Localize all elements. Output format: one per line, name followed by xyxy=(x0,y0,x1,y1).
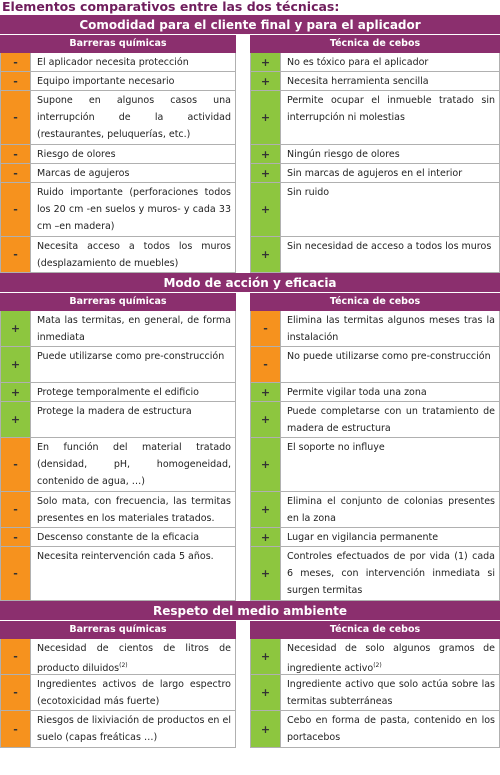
plus-sign: + xyxy=(0,311,30,347)
column-gap xyxy=(236,547,250,601)
plus-sign: + xyxy=(250,164,280,183)
bait-technique-cell xyxy=(250,711,500,748)
chemical-barriers-cell xyxy=(0,438,236,492)
table-row xyxy=(0,347,500,383)
bait-technique-cell xyxy=(250,547,500,601)
column-header-bait-technique: Técnica de cebos xyxy=(250,35,500,53)
row-text: No puede utilizarse como pre-construcción xyxy=(280,347,500,383)
chemical-barriers-cell xyxy=(0,383,236,402)
table-row xyxy=(0,675,500,711)
chemical-barriers-cell xyxy=(0,145,236,164)
minus-sign: - xyxy=(0,675,30,711)
row-text: No es tóxico para el aplicador xyxy=(280,53,500,72)
plus-sign: + xyxy=(250,91,280,145)
minus-sign: - xyxy=(0,237,30,273)
column-gap xyxy=(236,72,250,91)
row-text: Descenso constante de la eficacia xyxy=(30,528,236,547)
column-gap xyxy=(236,621,250,639)
row-text: Protege temporalmente el edificio xyxy=(30,383,236,402)
bait-technique-cell xyxy=(250,311,500,347)
table-row xyxy=(0,402,500,438)
row-text: Lugar en vigilancia permanente xyxy=(280,528,500,547)
row-text: Mata las termitas, en general, de forma inmediata xyxy=(30,311,236,347)
row-text: Puede completarse con un tratamiento de madera de estructura xyxy=(280,402,500,438)
plus-sign: + xyxy=(250,183,280,237)
row-text: Ningún riesgo de olores xyxy=(280,145,500,164)
plus-sign: + xyxy=(250,72,280,91)
row-text: Necesita acceso a todos los muros (desplazamiento de muebles) xyxy=(30,237,236,273)
row-text: Riesgo de olores xyxy=(30,145,236,164)
row-text: En función del material tratado (densidad, pH, homogeneidad, contenido de agua, …) xyxy=(30,438,236,492)
bait-technique-cell xyxy=(250,53,500,72)
bait-technique-cell xyxy=(250,347,500,383)
column-gap xyxy=(236,675,250,711)
bait-technique-cell xyxy=(250,438,500,492)
table-row xyxy=(0,438,500,492)
column-gap xyxy=(236,293,250,311)
column-gap xyxy=(236,311,250,347)
column-gap xyxy=(236,183,250,237)
column-gap xyxy=(236,711,250,748)
minus-sign: - xyxy=(0,639,30,675)
table-row xyxy=(0,72,500,91)
footnote-ref: (2) xyxy=(119,662,128,669)
minus-sign: - xyxy=(0,91,30,145)
chemical-barriers-cell xyxy=(0,183,236,237)
column-gap xyxy=(236,347,250,383)
row-text: El aplicador necesita protección xyxy=(30,53,236,72)
table-row xyxy=(0,91,500,145)
row-text: Riesgos de lixiviación de productos en el suelo (capas freáticas …) xyxy=(30,711,236,748)
column-headers xyxy=(0,35,500,53)
column-gap xyxy=(236,528,250,547)
row-text: Necesidad de solo algunos gramos de ingrediente activo$^{(2)}$ xyxy=(280,639,500,675)
table-row xyxy=(0,711,500,748)
column-gap xyxy=(236,53,250,72)
minus-sign: - xyxy=(0,492,30,528)
row-text: Elimina las termitas algunos meses tras la instalación xyxy=(280,311,500,347)
row-text: Permite vigilar toda una zona xyxy=(280,383,500,402)
plus-sign: + xyxy=(250,383,280,402)
row-text: Protege la madera de estructura xyxy=(30,402,236,438)
plus-sign: + xyxy=(0,383,30,402)
column-gap xyxy=(236,35,250,53)
bait-technique-cell xyxy=(250,383,500,402)
section-header: Respeto del medio ambiente xyxy=(0,601,500,621)
row-text: Permite ocupar el inmueble tratado sin interrupción ni molestias xyxy=(280,91,500,145)
row-text: Solo mata, con frecuencia, las termitas presentes en los materiales tratados. xyxy=(30,492,236,528)
plus-sign: + xyxy=(250,438,280,492)
chemical-barriers-cell xyxy=(0,528,236,547)
column-gap xyxy=(236,164,250,183)
chemical-barriers-cell xyxy=(0,402,236,438)
plus-sign: + xyxy=(250,237,280,273)
row-text: Puede utilizarse como pre-construcción xyxy=(30,347,236,383)
minus-sign: - xyxy=(0,547,30,601)
table-row xyxy=(0,237,500,273)
row-text: Necesidad de cientos de litros de producto diluidos$^{(2)}$ xyxy=(30,639,236,675)
page-title: Elementos comparativos entre las dos técnicas: xyxy=(2,0,340,14)
section-header: Comodidad para el cliente final y para el aplicador xyxy=(0,15,500,35)
table-row xyxy=(0,53,500,72)
column-headers xyxy=(0,621,500,639)
chemical-barriers-cell xyxy=(0,492,236,528)
column-gap xyxy=(236,383,250,402)
row-text: Sin marcas de agujeros en el interior xyxy=(280,164,500,183)
chemical-barriers-cell xyxy=(0,91,236,145)
column-gap xyxy=(236,639,250,675)
column-gap xyxy=(236,91,250,145)
chemical-barriers-cell xyxy=(0,72,236,91)
comparison-table xyxy=(0,15,500,748)
minus-sign: - xyxy=(0,53,30,72)
column-headers xyxy=(0,293,500,311)
minus-sign: - xyxy=(0,438,30,492)
minus-sign: - xyxy=(0,183,30,237)
row-text: Ingredientes activos de largo espectro (ecotoxicidad más fuerte) xyxy=(30,675,236,711)
bait-technique-cell xyxy=(250,164,500,183)
table-row xyxy=(0,164,500,183)
chemical-barriers-cell xyxy=(0,53,236,72)
column-gap xyxy=(236,402,250,438)
chemical-barriers-cell xyxy=(0,711,236,748)
bait-technique-cell xyxy=(250,639,500,675)
plus-sign: + xyxy=(250,528,280,547)
column-header-bait-technique: Técnica de cebos xyxy=(250,621,500,639)
plus-sign: + xyxy=(250,492,280,528)
bait-technique-cell xyxy=(250,675,500,711)
bait-technique-cell xyxy=(250,528,500,547)
row-text: Ingrediente activo que solo actúa sobre las termitas subterráneas xyxy=(280,675,500,711)
plus-sign: + xyxy=(0,347,30,383)
row-text: El soporte no influye xyxy=(280,438,500,492)
chemical-barriers-cell xyxy=(0,311,236,347)
column-gap xyxy=(236,438,250,492)
row-text: Necesita reintervención cada 5 años. xyxy=(30,547,236,601)
chemical-barriers-cell xyxy=(0,237,236,273)
plus-sign: + xyxy=(250,145,280,164)
row-text: Marcas de agujeros xyxy=(30,164,236,183)
plus-sign: + xyxy=(250,639,280,675)
plus-sign: + xyxy=(0,402,30,438)
column-gap xyxy=(236,237,250,273)
chemical-barriers-cell xyxy=(0,347,236,383)
row-text: Sin necesidad de acceso a todos los muros xyxy=(280,237,500,273)
minus-sign: - xyxy=(250,311,280,347)
table-row xyxy=(0,183,500,237)
bait-technique-cell xyxy=(250,183,500,237)
chemical-barriers-cell xyxy=(0,164,236,183)
table-row xyxy=(0,639,500,675)
minus-sign: - xyxy=(0,164,30,183)
plus-sign: + xyxy=(250,402,280,438)
bait-technique-cell xyxy=(250,237,500,273)
bait-technique-cell xyxy=(250,402,500,438)
minus-sign: - xyxy=(0,528,30,547)
column-header-chemical-barriers: Barreras químicas xyxy=(0,293,236,311)
bait-technique-cell xyxy=(250,72,500,91)
column-gap xyxy=(236,492,250,528)
row-text: Elimina el conjunto de colonias presentes en la zona xyxy=(280,492,500,528)
row-text: Sin ruido xyxy=(280,183,500,237)
table-row xyxy=(0,145,500,164)
column-header-chemical-barriers: Barreras químicas xyxy=(0,621,236,639)
table-row xyxy=(0,547,500,601)
minus-sign: - xyxy=(0,711,30,748)
row-text: Necesita herramienta sencilla xyxy=(280,72,500,91)
plus-sign: + xyxy=(250,711,280,748)
bait-technique-cell xyxy=(250,492,500,528)
table-row xyxy=(0,528,500,547)
row-text: Supone en algunos casos una interrupción de la actividad (restaurantes, peluquerías, etc.) xyxy=(30,91,236,145)
table-row xyxy=(0,311,500,347)
plus-sign: + xyxy=(250,53,280,72)
minus-sign: - xyxy=(250,347,280,383)
column-header-bait-technique: Técnica de cebos xyxy=(250,293,500,311)
minus-sign: - xyxy=(0,145,30,164)
column-header-chemical-barriers: Barreras químicas xyxy=(0,35,236,53)
minus-sign: - xyxy=(0,72,30,91)
column-gap xyxy=(236,145,250,164)
plus-sign: + xyxy=(250,547,280,601)
row-text: Equipo importante necesario xyxy=(30,72,236,91)
bait-technique-cell xyxy=(250,91,500,145)
table-row xyxy=(0,492,500,528)
chemical-barriers-cell xyxy=(0,547,236,601)
footnote-ref: (2) xyxy=(373,662,382,669)
row-text: Cebo en forma de pasta, contenido en los portacebos xyxy=(280,711,500,748)
row-text: Ruido importante (perforaciones todos los 20 cm -en suelos y muros- y cada 33 cm –en madera) xyxy=(30,183,236,237)
chemical-barriers-cell xyxy=(0,675,236,711)
section-header: Modo de acción y eficacia xyxy=(0,273,500,293)
row-text: Controles efectuados de por vida (1) cada 6 meses, con intervención inmediata si surgen termitas xyxy=(280,547,500,601)
chemical-barriers-cell xyxy=(0,639,236,675)
table-row xyxy=(0,383,500,402)
bait-technique-cell xyxy=(250,145,500,164)
plus-sign: + xyxy=(250,675,280,711)
